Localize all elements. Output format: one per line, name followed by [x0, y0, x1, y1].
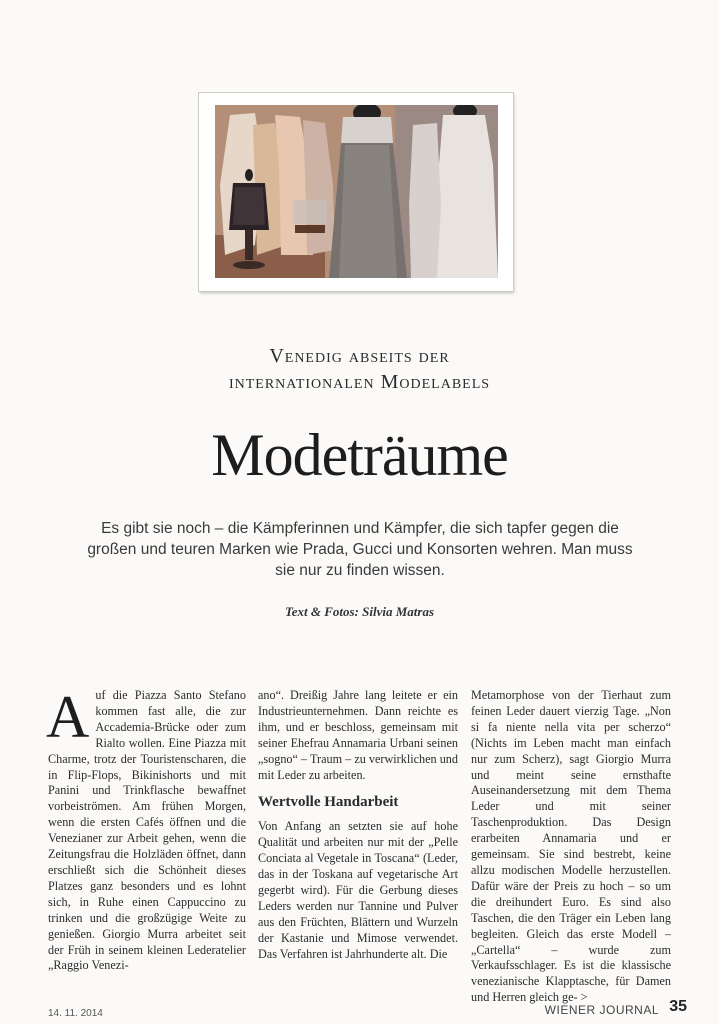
kicker-line-1: Venedig abseits der	[269, 345, 450, 367]
article-column-1	[46, 684, 246, 974]
article-column-3	[471, 688, 671, 1006]
article-byline: Text & Fotos: Silvia Matras	[284, 604, 435, 619]
kicker-line-2: internationalen Modelabels	[228, 371, 491, 393]
column-3-text: Metamorphose von der Tierhaut zum feinen Leder dauert vierzig Tage. „Non si fa niente nella vita per scherzo“ (Nichts im Leben macht man einfach nur zum Scherz), sagt Giorgio Murra und meint seine ernsthafte Auseinandersetzung mit dem Thema Leder und mit seiner Taschenproduktion. Das Design erarbeiten Annamaria und er gemeinsam. Sie sind bestrebt, keine allzu modischen Modelle herzustellen. Dafür wäre der Preis zu hoch – so um die dreihundert Euro. Es sind also Taschen, die den Träger ein Leben lang begleiten. Gleich das erste Modell – „Cartella“ – wurde zum Verkaufsschlager. Es ist die klassische venezianische Klapptasche, für Damen und Herren gleich ge- >	[471, 688, 671, 1005]
column-1-text: uf die Piazza Santo Stefano kommen fast alle, die zur Accademia-Brücke oder zum Rialto wollen. Eine Piazza mit Charme, trotz der Touristenscharen, die in Flip-Flops, Bikinishorts und mit Panini und Trinkflasche bewaffnet vorbeiströmen. Am frühen Morgen, wenn die ersten Cafés öffnen und die Venezianer zur Arbeit gehen, wenn die Zeitungsfrau die Holzläden öffnet, dann erschließt sich die Schönheit dieses Platzes ganz besonders und es lohnt sich, in Ruhe einen Cappuccino zu trinken und die großzügige Weite zu genießen. Giorgio Murra arbeitet seit der Früh in seinem kleinen Lederatelier „Raggio Venezi-	[48, 688, 246, 973]
column-2-paragraph-1: ano“. Dreißig Jahre lang leitete er ein Industrieunternehmen. Dann reichte es ihm, und er beschloss, gemeinsam mit seiner Ehefrau Annamaria Urbani seinen „sogno“ – Traum – zu verwirklichen und mit Leder zu arbeiten.	[258, 688, 458, 782]
dresses-photo	[215, 105, 498, 278]
column-2-paragraph-2: Von Anfang an setzten sie auf hohe Qualität und arbeiten nur mit der „Pelle Conciata al Vegetale in Toscana“ (Leder, das in der Toskana auf vegetarische Art gegerbt wird). Für die Gerbung dieses Leders werden nur Tannine und Pulver aus den Früchten, Blättern und Wurzeln der Kastanie und Mimose verwendet. Das Verfahren ist Jahrhunderte alt. Die	[258, 819, 458, 961]
dropcap: A	[46, 684, 90, 750]
article-kicker	[0, 343, 719, 395]
photo-frame	[199, 93, 513, 291]
photo-of-dresses-on-mannequins-icon	[215, 105, 498, 278]
article-column-2	[258, 688, 458, 963]
subheading: Wertvolle Handarbeit	[258, 794, 399, 811]
magazine-name: WIENER JOURNAL	[544, 1003, 659, 1017]
page-number: 35	[669, 998, 687, 1015]
article-title: Modeträume	[211, 422, 508, 488]
article-lead: Es gibt sie noch – die Kämpferinnen und Kämpfer, die sich tapfer gegen die großen und teuren Marken wie Prada, Gucci und Konsorten wehren. Man muss sie nur zu finden wissen.	[87, 520, 633, 579]
issue-date: 14. 11. 2014	[48, 1008, 103, 1019]
